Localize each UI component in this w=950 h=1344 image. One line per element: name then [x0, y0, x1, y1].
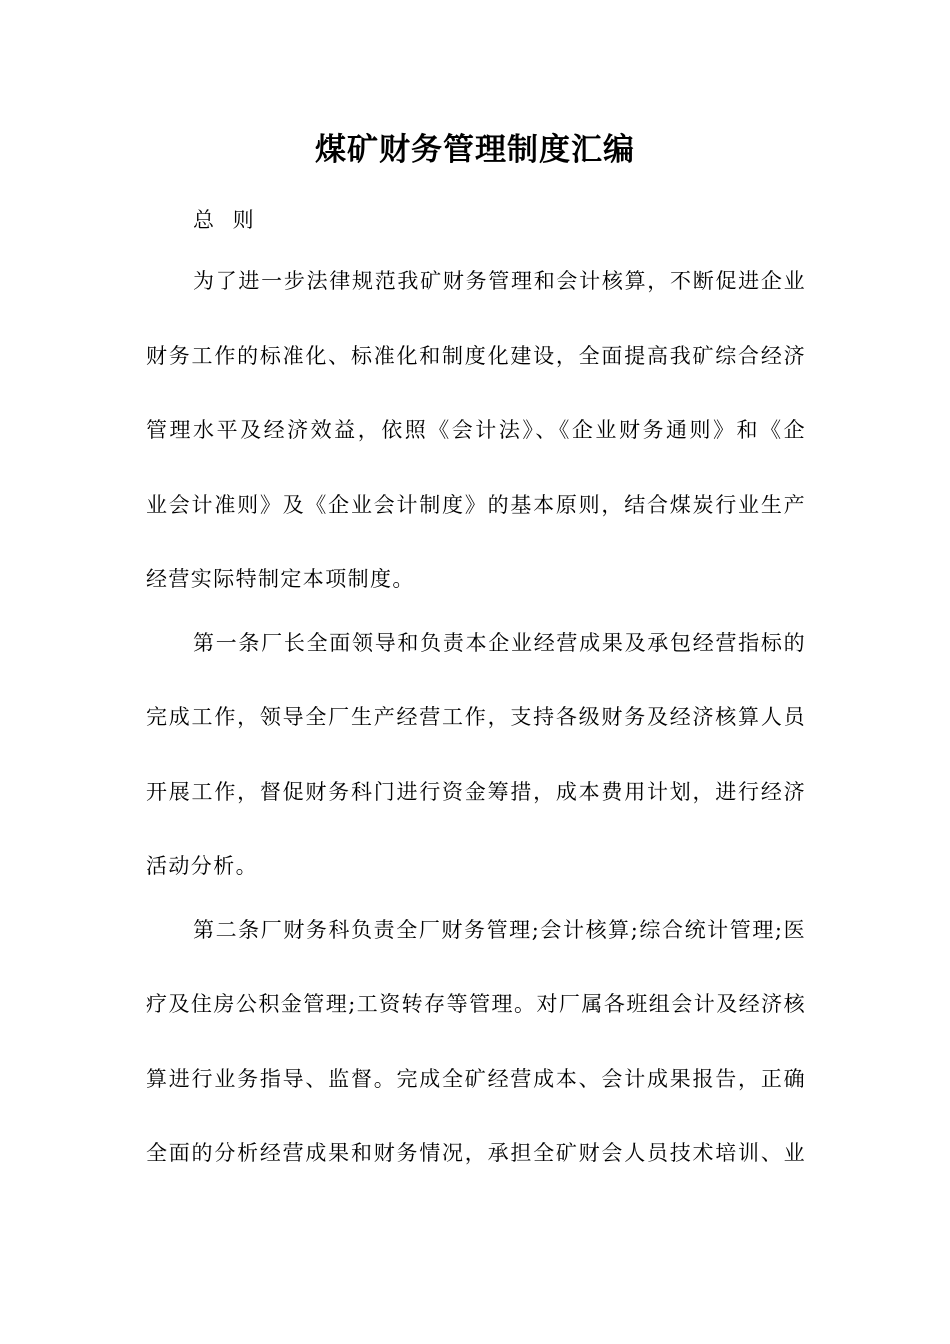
- paragraph-line: 算进行业务指导、监督。完成全矿经营成本、会计成果报告，正确: [146, 1067, 806, 1091]
- paragraph-line: 为了进一步法律规范我矿财务管理和会计核算，不断促进企业: [193, 269, 806, 293]
- paragraph-line: 活动分析。: [146, 854, 258, 878]
- paragraph-line: 第一条厂长全面领导和负责本企业经营成果及承包经营指标的: [193, 631, 806, 655]
- paragraph-line: 财务工作的标准化、标准化和制度化建设，全面提高我矿综合经济: [146, 344, 806, 368]
- paragraph-line: 疗及住房公积金管理;工资转存等管理。对厂属各班组会计及经济核: [146, 992, 806, 1016]
- paragraph-line: 全面的分析经营成果和财务情况，承担全矿财会人员技术培训、业: [146, 1141, 806, 1165]
- document-title: 煤矿财务管理制度汇编: [315, 132, 635, 168]
- paragraph-line: 经营实际特制定本项制度。: [146, 567, 415, 591]
- paragraph-line: 第二条厂财务科负责全厂财务管理;会计核算;综合统计管理;医: [193, 918, 806, 942]
- paragraph-line: 开展工作，督促财务科门进行资金筹措，成本费用计划，进行经济: [146, 780, 806, 804]
- paragraph-line: 完成工作，领导全厂生产经营工作，支持各级财务及经济核算人员: [146, 705, 806, 729]
- paragraph-line: 管理水平及经济效益，依照《会计法》、《企业财务通则》和《企: [146, 418, 806, 442]
- section-heading: 总 则: [193, 208, 260, 232]
- paragraph-line: 业会计准则》及《企业会计制度》的基本原则，结合煤炭行业生产: [146, 493, 806, 517]
